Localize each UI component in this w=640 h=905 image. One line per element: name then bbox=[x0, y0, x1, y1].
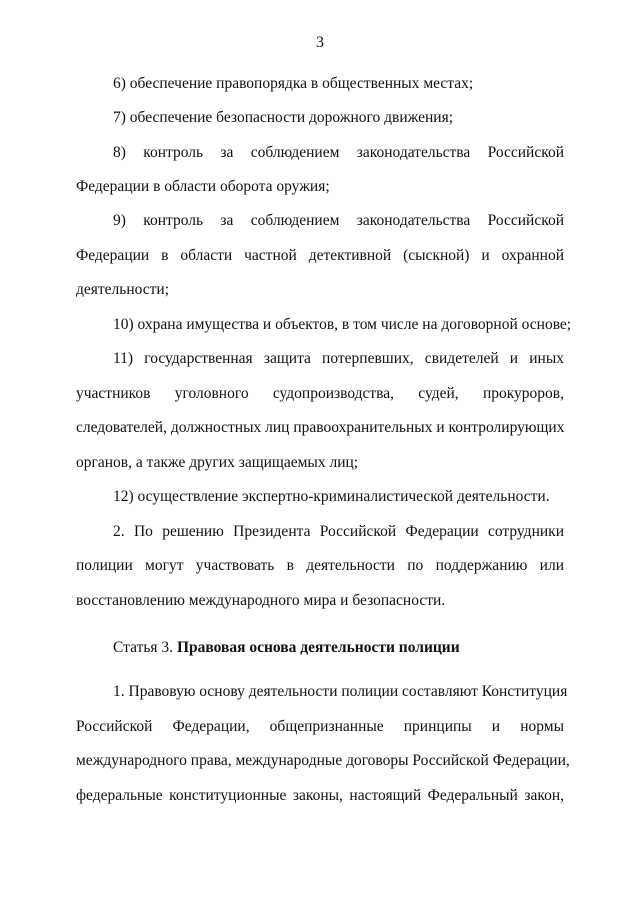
list-item-8-line-2: Федерации в области оборота оружия; bbox=[76, 178, 330, 195]
list-item-11-line-2: участников уголовного судопроизводства, судей, прокуроров, bbox=[76, 385, 564, 402]
clause-2-line-2: полиции могут участвовать в деятельности по поддержанию или bbox=[76, 557, 564, 574]
list-item-8-line-1: 8) контроль за соблюдением законодательства Российской bbox=[113, 144, 564, 161]
list-item-11-line-4: органов, а также других защищаемых лиц; bbox=[76, 454, 359, 471]
clause-3-1-line-4: федеральные конституционные законы, настоящий Федеральный закон, bbox=[76, 787, 564, 804]
clause-2-line-3: восстановлению международного мира и безопасности. bbox=[76, 592, 446, 609]
list-item-12: 12) осуществление экспертно-криминалистической деятельности. bbox=[113, 488, 550, 505]
clause-3-1-line-3: международного права, международные договоры Российской Федерации, bbox=[76, 752, 570, 769]
clause-3-1-line-2: Российской Федерации, общепризнанные принципы и нормы bbox=[76, 718, 564, 735]
list-item-11-line-3: следователей, должностных лиц правоохранительных и контролирующих bbox=[76, 419, 565, 436]
page-number: 3 bbox=[316, 34, 324, 51]
list-item-11-line-1: 11) государственная защита потерпевших, свидетелей и иных bbox=[113, 350, 564, 367]
list-item-9-line-2: Федерации в области частной детективной (сыскной) и охранной bbox=[76, 247, 564, 264]
article-3-title: Правовая основа деятельности полиции bbox=[176, 639, 460, 656]
list-item-9-line-1: 9) контроль за соблюдением законодательства Российской bbox=[113, 212, 564, 229]
article-3-heading bbox=[113, 638, 564, 658]
list-item-10: 10) охрана имущества и объектов, в том числе на договорной основе; bbox=[113, 316, 572, 333]
clause-3-1-line-1: 1. Правовую основу деятельности полиции составляют Конституция bbox=[113, 683, 568, 700]
clause-2-line-1: 2. По решению Президента Российской Федерации сотрудники bbox=[113, 523, 564, 540]
article-3-prefix: Статья 3. bbox=[113, 639, 174, 656]
list-item-7: 7) обеспечение безопасности дорожного движения; bbox=[113, 109, 454, 126]
list-item-6: 6) обеспечение правопорядка в общественных местах; bbox=[113, 75, 474, 92]
list-item-9-line-3: деятельности; bbox=[76, 281, 170, 298]
